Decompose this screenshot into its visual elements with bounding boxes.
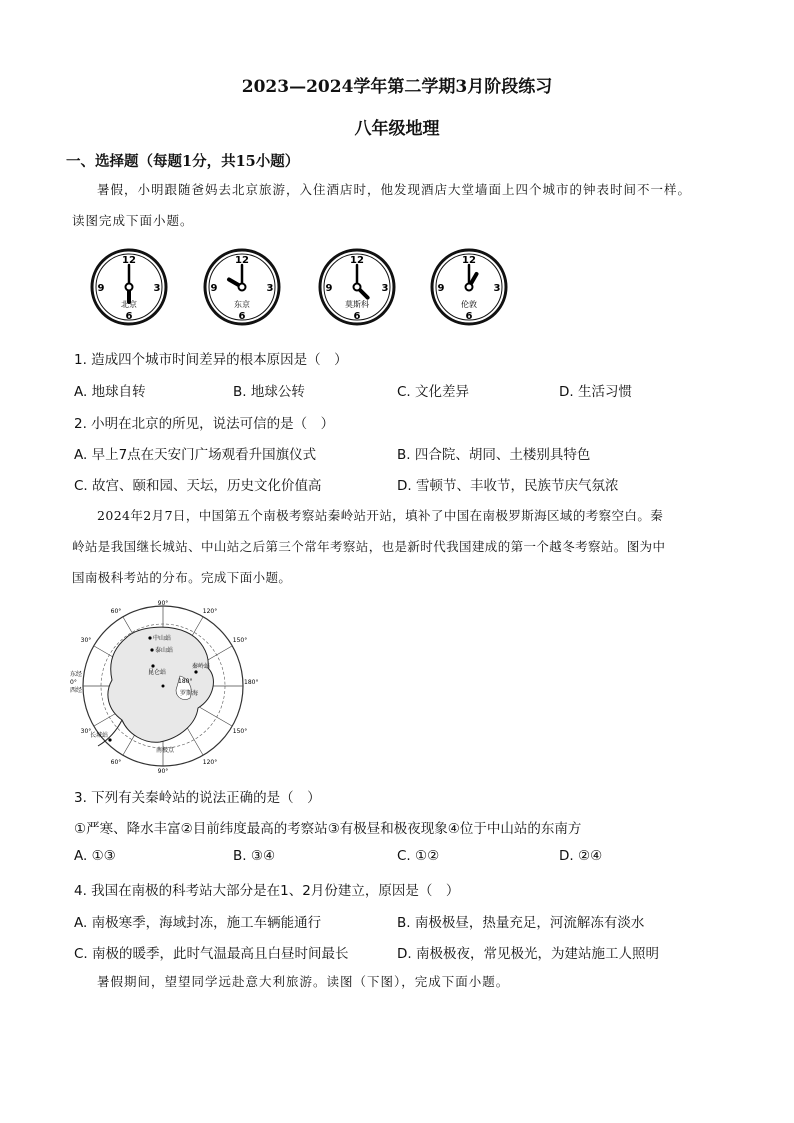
question-2-stem: 2. 小明在北京的所见，说法可信的是（ ） [74, 416, 335, 432]
q2-option-c: C. 故宫、颐和园、天坛，历史文化价值高 [74, 478, 322, 494]
map-label: 60° [110, 759, 122, 766]
q1-option-a: A. 地球自转 [74, 384, 146, 400]
clock-city-label: 伦敦 [461, 300, 477, 309]
clock-city-label: 莫斯科 [345, 300, 369, 309]
clock-center-pin [126, 284, 133, 291]
station-label: 中山站 [153, 635, 172, 642]
clock-number-6: 6 [125, 311, 133, 322]
question-3-statements: ①严寒、降水丰富②目前纬度最高的考察站③有极昼和极夜现象④位于中山站的东南方 [74, 821, 582, 837]
map-label: 60° [110, 608, 122, 615]
clock-center-pin [354, 284, 361, 291]
intro-paragraph-2 [72, 500, 722, 593]
clock-center-pin [466, 284, 473, 291]
map-label: 西经 [70, 687, 83, 694]
q3-option-c: C. ①② [397, 848, 440, 864]
map-label: 东经 [70, 671, 83, 678]
clock-number-3: 3 [153, 283, 161, 294]
intro-paragraph-3 [72, 966, 722, 997]
q4-option-c: C. 南极的暖季，此时气温最高且白昼时间最长 [74, 946, 349, 962]
map-label: 120° [202, 608, 218, 615]
intro-line: 2024年2月7日，中国第五个南极考察站秦岭站开站，填补了中国在南极罗斯海区域的考察空白。秦 [97, 508, 664, 523]
map-label: 南极点 [156, 747, 175, 754]
clock-number-12: 12 [462, 255, 476, 266]
q4-option-a: A. 南极寒季，海域封冻，施工车辆能通行 [74, 915, 322, 931]
section-heading: 一、选择题（每题1分，共15小题） [66, 153, 300, 170]
clock-number-6: 6 [238, 311, 246, 322]
clock-number-6: 6 [353, 311, 361, 322]
map-label: 30° [80, 728, 92, 735]
question-3-stem: 3. 下列有关秦岭站的说法正确的是（ ） [74, 790, 321, 806]
map-label: 120° [202, 759, 218, 766]
station-label: 秦岭站 [192, 663, 211, 670]
station-label: 泰山站 [155, 647, 174, 654]
intro-line: 读图完成下面小题。 [72, 213, 194, 228]
page-title: 2023—2024学年第二学期3月阶段练习 [241, 77, 553, 97]
q2-option-b: B. 四合院、胡同、土楼别具特色 [397, 447, 591, 463]
q4-option-d: D. 南极极夜，常见极光，为建站施工人照明 [397, 946, 659, 962]
station-label: 昆仑站 [148, 669, 167, 676]
intro-line: 国南极科考站的分布。完成下面小题。 [72, 570, 292, 585]
q1-option-c: C. 文化差异 [397, 384, 470, 400]
antarctic-station-map [68, 598, 258, 773]
clock-city-label: 东京 [234, 300, 250, 309]
clock-number-3: 3 [381, 283, 389, 294]
station-label: 长城站 [90, 732, 109, 739]
q3-option-d: D. ②④ [559, 848, 603, 864]
q4-option-b: B. 南极极昼，热量充足，河流解冻有淡水 [397, 915, 645, 931]
intro-paragraph-1 [72, 174, 722, 236]
question-4-stem: 4. 我国在南极的科考站大部分是在1、2月份建立，原因是（ ） [74, 883, 460, 899]
intro-line: 暑假，小明跟随爸妈去北京旅游，入住酒店时，他发现酒店大堂墙面上四个城市的钟表时间不一样。 [97, 182, 692, 197]
intro-line: 岭站是我国继长城站、中山站之后第三个常年考察站，也是新时代我国建成的第一个越冬考察站。图为中 [72, 539, 666, 554]
q2-option-d: D. 雪顿节、丰收节，民族节庆气氛浓 [397, 478, 619, 494]
map-label: 罗斯海 [180, 690, 199, 697]
clock-number-9: 9 [437, 283, 445, 294]
map-label: 150° [232, 728, 248, 735]
clock-number-12: 12 [235, 255, 249, 266]
clock-number-6: 6 [465, 311, 473, 322]
map-label: 180° [178, 678, 193, 685]
question-1-stem: 1. 造成四个城市时间差异的根本原因是（ ） [74, 352, 348, 368]
q1-option-d: D. 生活习惯 [559, 384, 632, 400]
clock-city-label: 北京 [121, 300, 137, 309]
wall-clock [430, 248, 508, 326]
map-label: 0° [70, 679, 77, 686]
intro-line: 暑假期间，望望同学远赴意大利旅游。读图（下图），完成下面小题。 [97, 974, 510, 989]
clock-number-9: 9 [97, 283, 105, 294]
clock-number-3: 3 [493, 283, 501, 294]
clock-number-3: 3 [266, 283, 274, 294]
wall-clock [203, 248, 281, 326]
wall-clock [90, 248, 168, 326]
map-label: 90° [157, 600, 169, 607]
map-label: 150° [232, 637, 248, 644]
q3-option-a: A. ①③ [74, 848, 116, 864]
q1-option-b: B. 地球公转 [233, 384, 305, 400]
clock-number-9: 9 [210, 283, 218, 294]
map-label: 30° [80, 637, 92, 644]
clock-number-12: 12 [350, 255, 364, 266]
q2-option-a: A. 早上7点在天安门广场观看升国旗仪式 [74, 447, 317, 463]
clock-number-12: 12 [122, 255, 136, 266]
map-label: 180° [244, 679, 258, 686]
q3-option-b: B. ③④ [233, 848, 276, 864]
clock-number-9: 9 [325, 283, 333, 294]
wall-clock [318, 248, 396, 326]
page-subtitle: 八年级地理 [354, 119, 440, 139]
map-label: 90° [157, 768, 169, 773]
clock-center-pin [239, 284, 246, 291]
